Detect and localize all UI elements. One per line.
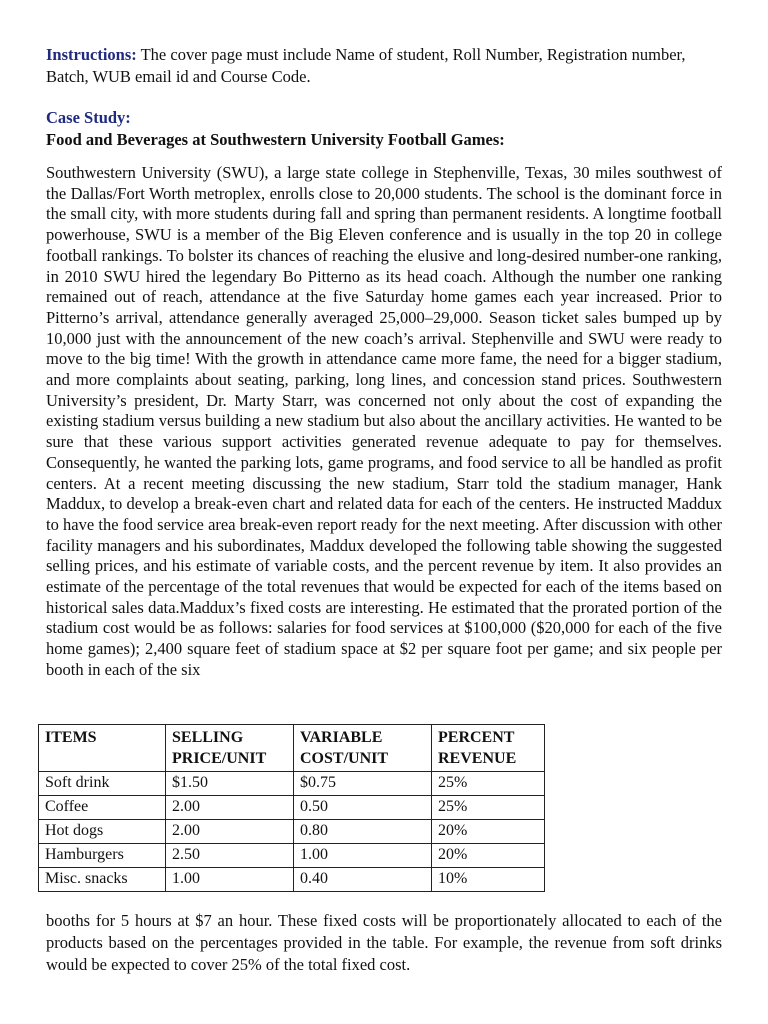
items-table bbox=[38, 724, 545, 892]
header-selling-price: SELLING PRICE/UNIT bbox=[166, 725, 294, 772]
instructions-paragraph bbox=[46, 44, 722, 88]
item-price: 2.50 bbox=[166, 844, 294, 868]
case-study-label: Case Study: bbox=[46, 108, 131, 127]
item-price: 2.00 bbox=[166, 796, 294, 820]
after-table-paragraph: booths for 5 hours at $7 an hour. These fixed costs will be proportionately allocated to each of the products based on the percentages provided in the table. For example, the revenue from soft drinks would be expected to cover 25% of the total fixed cost. bbox=[46, 911, 722, 974]
item-percent-revenue: 20% bbox=[432, 820, 545, 844]
header-items: ITEMS bbox=[39, 725, 166, 772]
item-name: Soft drink bbox=[39, 772, 166, 796]
item-percent-revenue: 25% bbox=[432, 796, 545, 820]
document-page bbox=[46, 44, 722, 681]
header-percent-revenue: PERCENT REVENUE bbox=[432, 725, 545, 772]
item-percent-revenue: 20% bbox=[432, 844, 545, 868]
item-variable-cost: 0.50 bbox=[294, 796, 432, 820]
item-name: Hot dogs bbox=[39, 820, 166, 844]
table-row bbox=[39, 844, 545, 868]
item-percent-revenue: 10% bbox=[432, 868, 545, 892]
table-row bbox=[39, 868, 545, 892]
table-header-row bbox=[39, 725, 545, 772]
instructions-label: Instructions: bbox=[46, 45, 137, 64]
header-variable-cost: VARIABLE COST/UNIT bbox=[294, 725, 432, 772]
item-variable-cost: 1.00 bbox=[294, 844, 432, 868]
item-variable-cost: 0.40 bbox=[294, 868, 432, 892]
item-variable-cost: 0.80 bbox=[294, 820, 432, 844]
case-study-title: Food and Beverages at Southwestern University Football Games: bbox=[46, 130, 505, 149]
table-row bbox=[39, 772, 545, 796]
case-study-body: Southwestern University (SWU), a large state college in Stephenville, Texas, 30 miles southwest of the Dallas/Fort Worth metroplex, enrolls close to 20,000 students. The school is the dominant force in the small city, with more students during fall and spring than permanent residents. A longtime football powerhouse, SWU is a member of the Big Eleven conference and is usually in the top 20 in college football rankings. To bolster its chances of reaching the elusive and long-desired number-one ranking, in 2010 SWU hired the legendary Bo Pitterno as its head coach. Although the number one ranking remained out of reach, attendance at the five Saturday home games each year increased. Prior to Pitterno’s arrival, attendance generally averaged 25,000–29,000. Season ticket sales bumped up by 10,000 just with the announcement of the new coach’s arrival. Stephenville and SWU were ready to move to the big time! With the growth in attendance came more fame, the need for a bigger stadium, and more complaints about seating, parking, long lines, and concession stand prices. Southwestern University’s president, Dr. Marty Starr, was concerned not only about the cost of expanding the existing stadium versus building a new stadium but also about the ancillary activities. He wanted to be sure that these various support activities generated revenue adequate to pay for themselves. Consequently, he wanted the parking lots, game programs, and food service to all be handled as profit centers. At a recent meeting discussing the new stadium, Starr told the stadium manager, Hank Maddux, to develop a break-even chart and related data for each of the centers. He instructed Maddux to have the food service area break-even report ready for the next meeting. After discussion with other facility managers and his subordinates, Maddux developed the following table showing the suggested selling prices, and his estimate of variable costs, and the percent revenue by item. It also provides an estimate of the percentage of the total revenues that would be expected for each of the items based on historical sales data.Maddux’s fixed costs are interesting. He estimated that the prorated portion of the stadium cost would be as follows: salaries for food services at $100,000 ($20,000 for each of the five home games); 2,400 square feet of stadium space at $2 per square foot per game; and six people per booth in each of the six bbox=[46, 163, 722, 679]
table-row bbox=[39, 820, 545, 844]
item-price: 2.00 bbox=[166, 820, 294, 844]
item-name: Coffee bbox=[39, 796, 166, 820]
item-name: Misc. snacks bbox=[39, 868, 166, 892]
item-percent-revenue: 25% bbox=[432, 772, 545, 796]
item-name: Hamburgers bbox=[39, 844, 166, 868]
item-price: $1.50 bbox=[166, 772, 294, 796]
instructions-text: The cover page must include Name of student, Roll Number, Registration number, Batch, WUB email id and Course Code. bbox=[46, 45, 686, 86]
table-row bbox=[39, 796, 545, 820]
item-variable-cost: $0.75 bbox=[294, 772, 432, 796]
item-price: 1.00 bbox=[166, 868, 294, 892]
